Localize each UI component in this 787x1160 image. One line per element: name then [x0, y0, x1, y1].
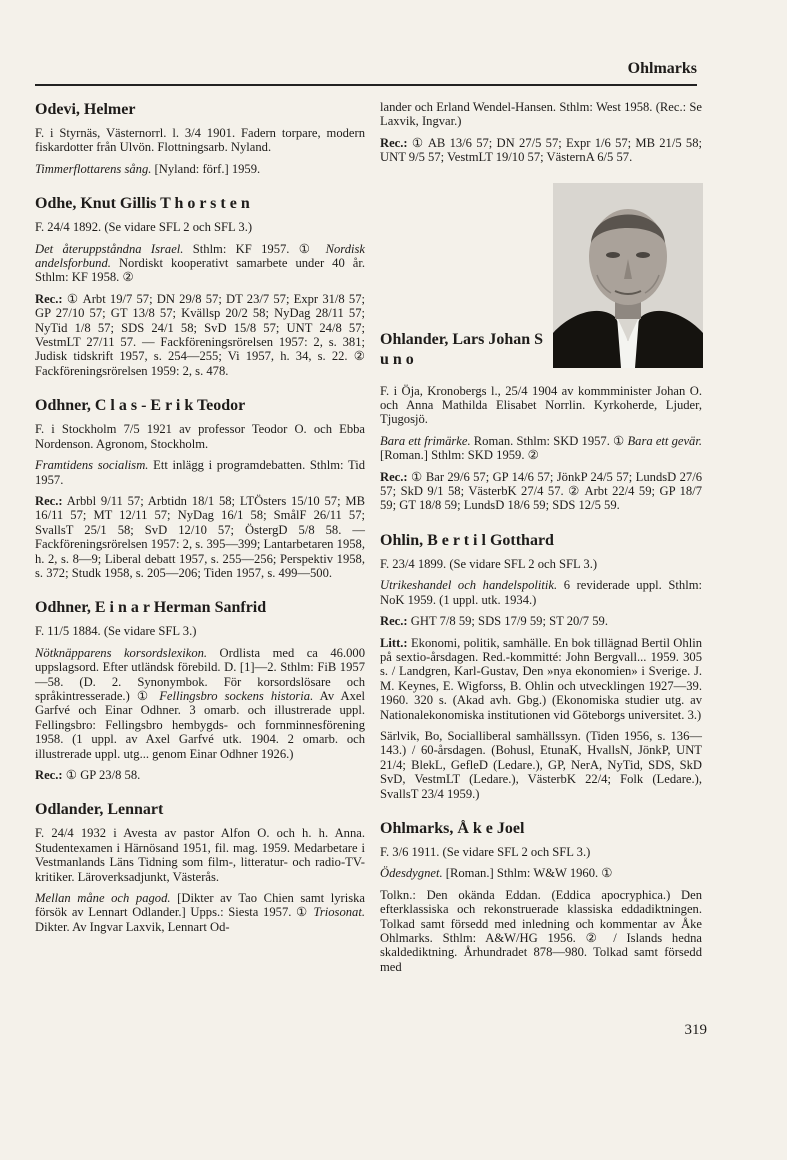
- entry-reviews: [380, 136, 702, 165]
- work-details: Sthlm: KF 1957. ①: [183, 241, 317, 256]
- entry-body: [380, 384, 702, 513]
- entry-name: Odhner, E i n a r Herman Sanfrid: [35, 599, 267, 617]
- entry-reviews: [380, 614, 702, 628]
- entry-ohlander: [380, 183, 702, 513]
- rec-label: Rec.:: [35, 768, 63, 782]
- entry-ohlmarks: [380, 819, 702, 974]
- work-details: 6 reviderade uppl. Sthlm: NoK 1959. (1 uppl. utk. 1934.): [380, 578, 702, 607]
- right-column: [380, 100, 702, 992]
- work-details: [Roman.] Sthlm: W&W 1960. ①: [442, 866, 613, 881]
- continuation-text: lander och Erland Wendel-Hansen. Sthlm: West 1958. (Rec.: Se Laxvik, Ingvar.): [380, 100, 702, 129]
- running-header: [35, 56, 697, 86]
- entry-works: [380, 434, 702, 463]
- litt-text: Ekonomi, politik, samhälle. En bok tillägnad Bertil Ohlin på sextio-årsdagen. Red.-kommitté: John Bergvall... 1959. 305 s. / Landgren, Karl-Gustav, Den »nya ekonomien» i Sverige. J. M. Keynes, E. Wigforss, B. Ohlin och utvecklingen 1927—39. 1960. 320 s. (Akad avh. Gbg.) (Ekonomiska studier utg. av Nationalekonomiska institutionen vid Göteborgs universitet. 3.): [380, 635, 702, 722]
- running-head: Ohlmarks: [627, 60, 697, 77]
- entry-name: Ohlmarks, Å k e Joel: [380, 819, 525, 837]
- work-details: Roman. Sthlm: SKD 1957. ①: [470, 433, 625, 448]
- entry-works: [35, 646, 365, 761]
- entry-odhner-clas-erik: [35, 396, 365, 580]
- entry-work: [35, 162, 365, 176]
- work-title: Mellan måne och pagod.: [35, 891, 171, 906]
- entry-bio: F. i Stockholm 7/5 1921 av professor Teodor O. och Ebba Nordenson. Agronom, Stockholm.: [35, 422, 365, 451]
- entry-ohlin: [380, 531, 702, 801]
- work-title: Ödesdygnet.: [380, 866, 443, 881]
- work-title: Framtidens socialism.: [35, 458, 149, 473]
- entry-bio: F. 3/6 1911. (Se vidare SFL 2 och SFL 3.): [380, 844, 591, 859]
- page-number: 319: [684, 1022, 707, 1038]
- rec-label: Rec.:: [380, 135, 408, 150]
- entry-literature: [380, 636, 702, 722]
- work-title: Bara ett frimärke.: [380, 433, 471, 448]
- entry-bio: F. 23/4 1899. (Se vidare SFL 2 och SFL 3.): [380, 556, 598, 571]
- entry-bio: F. i Öja, Kronobergs l., 25/4 1904 av kommminister Johan O. och Anna Mathilda Elisabet Norrlin. Kyrkoherde, Ljuder, Tjugosjö.: [380, 383, 702, 427]
- entry-odhe: [35, 194, 365, 378]
- portrait-image: [553, 183, 703, 368]
- entry-odlander: [35, 800, 365, 934]
- portrait-row: [380, 183, 702, 368]
- entry-name: Odhe, Knut Gillis T h o r s t e n: [35, 195, 250, 213]
- rec-label: Rec.:: [35, 493, 63, 508]
- rec-label: Rec.:: [35, 291, 63, 306]
- work-details: Av Axel Garfvé och Einar Odhner. 3 omarb. och illustrerade uppl. Fellingsbro: Fellingsbro hembygds- och fornminnesförening 1958. (1 uppl. av Axel Garfvé utk. 1904. 2 omarb. och illustrerade uppl. utg... genom Einar Odhner 1926.): [35, 688, 366, 761]
- rec-text: Arbbl 9/11 57; Arbtidn 18/1 58; LTÖsters 15/10 57; MB 16/11 57; MT 12/11 57; NyDag 16/1 58; SmålF 26/11 57; SvallsT 25/1 58; SvD 12/10 57; ÖstergD 5/8 58. — Fackföreningsrörelsen 1957: 2, s. 395—399; Lantarbetaren 1958, h. 2, s. 8—9; Liberal debatt 1957, s. 255—256; Perspektiv 1958, s. 372; Studk 1958, s. 205—206; Tiden 1957, s. 499—500.: [35, 493, 365, 580]
- entry-bio: F. 24/4 1932 i Avesta av pastor Alfon O. och h. h. Anna. Studentexamen i Härnösand 1951, fil. mag. 1959. Medarbetare i Vestmanlands Läns Tidning som film-, litteratur- och radio-TV-kritiker. Läroverksadjunkt, Västerås.: [35, 826, 365, 884]
- rec-label: Rec.:: [380, 614, 408, 629]
- work-title: Timmerflottarens sång.: [35, 161, 152, 176]
- left-column: [35, 100, 365, 952]
- work-details: Nordiskt kooperativt samarbete under 40 år. Sthlm: KF 1958. ②: [35, 256, 365, 285]
- entry-name: Odhner, C l a s - E r i k Teodor: [35, 397, 246, 415]
- work-title: Nötknäpparens korsordslexikon.: [35, 645, 208, 660]
- entry-works: [35, 242, 365, 285]
- entry-translations: Tolkn.: Den okända Eddan. (Eddica apocryphica.) Den efterklassiska och rekonstruerade klassiska eddadiktningen. Tolkad samt försedd med inledning och kommentar av Åke Ohlmarks. Sthlm: A&W/HG 1956. ② / Islands hedna skaldediktning. Århundradet 878—980. Tolkad samt försedd med: [380, 887, 702, 974]
- rec-label: Rec.:: [380, 469, 408, 484]
- entry-name: Odlander, Lennart: [35, 801, 164, 819]
- entry-work: [380, 866, 702, 880]
- entry-odlander-continued: [380, 100, 702, 165]
- entry-reviews: [35, 494, 365, 580]
- entry-bio: F. 24/4 1892. (Se vidare SFL 2 och SFL 3.): [35, 220, 253, 235]
- litt-label: Litt.:: [380, 635, 408, 650]
- work-title: Triosonat.: [313, 905, 365, 920]
- entry-name: Odevi, Helmer: [35, 101, 136, 118]
- rec-text: ① Bar 29/6 57; GP 14/6 57; JönkP 24/5 57; LundsD 27/6 57; SkD 9/1 58; VästerbK 27/4 57. ② Arbt 22/4 59; GP 18/7 59; GT 18/8 59; LundsD 18/6 59; SDS 12/5 59.: [380, 469, 702, 513]
- rec-text: GHT 7/8 59; SDS 17/9 59; ST 20/7 59.: [407, 614, 608, 629]
- work-details: [Nyland: förf.] 1959.: [151, 161, 261, 176]
- entry-bio: F. 11/5 1884. (Se vidare SFL 3.): [35, 624, 197, 639]
- rec-text: ① AB 13/6 57; DN 27/5 57; Expr 1/6 57; MB 21/5 58; UNT 9/5 57; VestmLT 19/10 57; VästernA 6/5 57.: [380, 135, 702, 165]
- work-details: [Roman.] Sthlm: SKD 1959. ②: [380, 448, 539, 463]
- entry-reviews: [35, 768, 365, 782]
- entry-works: [35, 891, 365, 934]
- work-title: Bara ett gevär.: [627, 433, 702, 448]
- work-title: Fellingsbro sockens historia.: [159, 688, 314, 703]
- entry-reviews: [380, 470, 702, 513]
- entry-reviews: [35, 292, 365, 378]
- work-title: Utrikeshandel och handelspolitik.: [380, 578, 558, 593]
- entry-work: [380, 578, 702, 607]
- entry-name: Ohlin, B e r t i l Gotthard: [380, 531, 554, 549]
- entry-odhner-einar: [35, 598, 365, 782]
- work-title: Det återuppståndna Israel.: [35, 241, 184, 256]
- work-details: Dikter. Av Ingvar Laxvik, Lennart Od-: [35, 919, 230, 934]
- work-details: Ett inlägg i programdebatten. Sthlm: Tid 1957.: [35, 458, 365, 487]
- work-details: [Dikter av Tao Chien samt lyriska försök av Lennart Odlander.] Upps.: Siesta 1957. ①: [35, 891, 365, 920]
- rec-text: ① Arbt 19/7 57; DN 29/8 57; DT 23/7 57; Expr 31/8 57; GP 27/10 57; GT 13/8 57; Kvällsp 20/2 58; NyDag 28/11 57; NyTid 1/8 57; SDS 24/1 58; SvD 15/8 57; UNT 24/8 57; VestmLT 27/11 57. — Fackföreningsrörelsen 1957: 2, s. 381; Judisk tidskrift 1957, s. 254—255; Vi 1957, h. 34, s. 22. ② Fackföreningsrörelsen 1959: 2, s. 478.: [35, 291, 365, 378]
- work-title: Nordisk andelsforbund.: [35, 241, 365, 271]
- entry-bio: F. i Styrnäs, Västernorrl. l. 3/4 1901. Fadern torpare, modern fiskardotter från Ulvön. Flottningsarb. Nyland.: [35, 126, 365, 155]
- entry-odevi: [35, 100, 365, 176]
- entry-work: [35, 458, 365, 487]
- entry-literature-cont: Särlvik, Bo, Socialliberal samhällssyn. (Tiden 1956, s. 136—143.) / 60-årsdagen. (Bohusl, EtunaK, HvallsN, JönkP, UNT 21/4; BlekL, GefleD (Ledare.), GP, NerA, NyTid, SDS, SkD SvD, VestmLT (Ledare.), VästerbK 22/4; Folk (Ledare.), SvallsT 23/4 1959.): [380, 728, 702, 801]
- rec-text: ① GP 23/8 58.: [62, 768, 141, 782]
- entry-name: Ohlander, Lars Johan S u n o: [380, 330, 544, 368]
- portrait-photo: [553, 183, 703, 368]
- work-details: Ordlista med ca 46.000 uppslagsord. Efter utländsk förebild. D. [1]—2. Sthlm: FiB 1957—58. (D. 2. Synonymbok. För korsordslösare och språkintresserade.) ①: [35, 645, 365, 703]
